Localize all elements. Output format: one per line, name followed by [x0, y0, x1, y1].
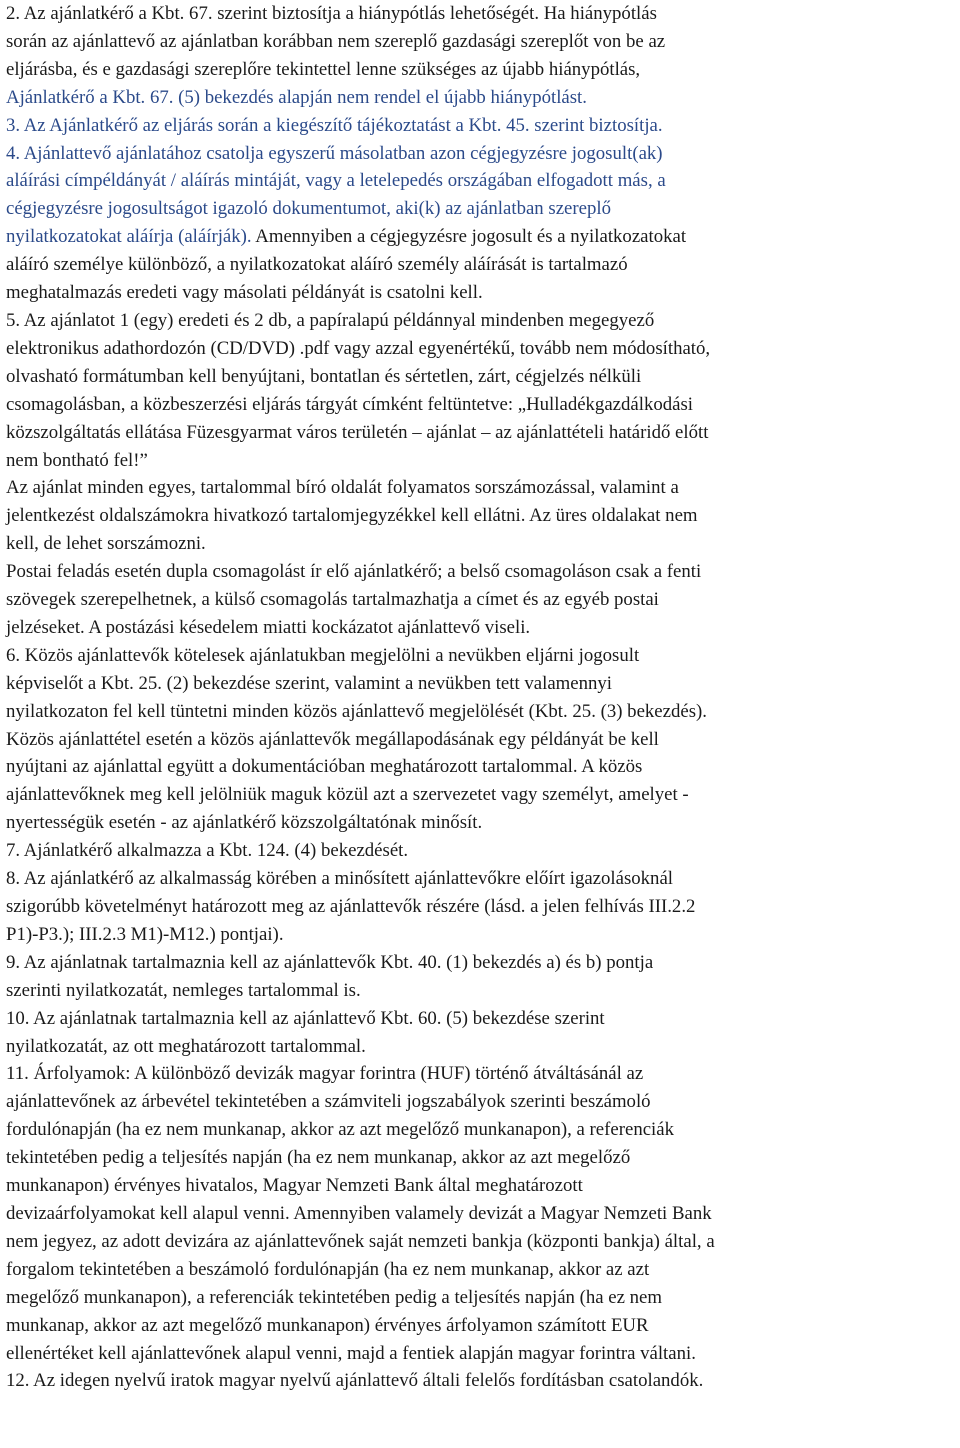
text-segment: jelentkezést oldalszámokra hivatkozó tartalomjegyzékkel kell ellátni. Az üres oldalakat nem — [6, 505, 698, 527]
text-segment: olvasható formátumban kell benyújtani, bontatlan és sértetlen, zárt, cégjelzés nélküli — [6, 365, 642, 387]
text-line — [6, 363, 958, 391]
text-line — [6, 474, 958, 502]
text-segment: nyújtani az ajánlattal együtt a dokumentációban meghatározott tartalommal. A közös — [6, 756, 643, 778]
text-segment: aláíró személye különböző, a nyilatkozatokat aláíró személy aláírását is tartalmazó — [6, 254, 628, 276]
text-segment: 7. Ajánlatkérő alkalmazza a Kbt. 124. (4) bekezdését. — [6, 840, 409, 862]
text-line — [6, 586, 958, 614]
text-line — [6, 614, 958, 642]
text-segment: 8. Az ajánlatkérő az alkalmasság körében a minősített ajánlattevőkre előírt igazolásoknál — [6, 868, 673, 890]
text-segment: 11. Árfolyamok: A különböző devizák magyar forintra (HUF) történő átváltásánál az — [6, 1063, 644, 1085]
text-line — [6, 1144, 958, 1172]
text-segment: szigorúbb követelményt határozott meg az ajánlattevők részére (lásd. a jelen felhívás III.2.2 — [6, 896, 696, 917]
text-line — [6, 1284, 958, 1312]
text-segment: forgalom tekintetében a beszámoló fordulónapján (ha ez nem munkanap, akkor az azt — [6, 1258, 650, 1280]
text-segment: nem jegyez, az adott devizára az ajánlattevőnek saját nemzeti bankja (központi bankja) által, a — [6, 1230, 715, 1252]
text-line — [6, 251, 958, 279]
text-line — [6, 558, 958, 586]
text-line — [6, 447, 958, 475]
text-segment: kell, de lehet sorszámozni. — [6, 533, 206, 555]
text-line — [6, 335, 958, 363]
text-segment: ellenértéket kell ajánlattevőnek alapul venni, majd a fentiek alapján magyar forintra váltani. — [6, 1342, 696, 1364]
text-segment: 6. Közös ajánlattevők kötelesek ajánlatukban megjelölni a nevükben eljárni jogosult — [6, 644, 640, 666]
text-line — [6, 167, 958, 195]
text-line — [6, 781, 958, 809]
text-line — [6, 1367, 958, 1395]
text-segment: 12. Az idegen nyelvű iratok magyar nyelvű ajánlattevő általi felelős fordításban csatolandók. — [6, 1370, 704, 1392]
text-segment: ajánlattevőnek az árbevétel tekintetében a számviteli jogszabályok szerinti beszámoló — [6, 1091, 651, 1113]
text-line — [6, 1256, 958, 1284]
text-segment: elektronikus adathordozón (CD/DVD) — [6, 337, 300, 359]
text-line — [6, 949, 958, 977]
text-line — [6, 642, 958, 670]
text-segment: eljárásba, és e gazdasági szereplőre tekintettel lenne szükséges az újabb hiánypótlás, — [6, 58, 641, 80]
text-segment: Amennyiben a cégjegyzésre jogosult és a nyilatkozatokat — [255, 226, 687, 248]
text-line — [6, 0, 958, 28]
text-line — [6, 279, 958, 307]
highlighted-text-segment: aláírási címpéldányát / aláírás mintáját, vagy a letelepedés országában elfogadott más, a — [6, 170, 666, 192]
text-segment: .pdf vagy azzal egyenértékű, tovább nem módosítható, — [299, 337, 711, 359]
text-line — [6, 223, 958, 251]
text-segment: munkanap, akkor az azt megelőző munkanapon) érvényes árfolyamon számított EUR — [6, 1314, 649, 1336]
text-line — [6, 726, 958, 754]
text-segment: 2. Az ajánlatkérő a Kbt. 67. szerint biztosítja a hiánypótlás lehetőségét. Ha hiánypótlás — [6, 3, 657, 24]
text-line — [6, 1172, 958, 1200]
text-segment: nem bontható fel!” — [6, 449, 148, 471]
text-line — [6, 893, 958, 921]
text-line — [6, 837, 958, 865]
text-segment: 5. Az ajánlatot 1 (egy) eredeti és 2 db, a papíralapú példánnyal mindenben megegyező — [6, 309, 655, 331]
text-line — [6, 921, 958, 949]
text-segment: nyilatkozatát, az ott meghatározott tartalommal. — [6, 1035, 366, 1057]
highlighted-text-segment: 3. Az Ajánlatkérő az eljárás során a kiegészítő tájékoztatást a Kbt. 45. szerint biztosítja. — [6, 114, 663, 136]
text-line — [6, 419, 958, 447]
text-line — [6, 1033, 958, 1061]
highlighted-text-segment: 4. Ajánlattevő ajánlatához csatolja egyszerű másolatban azon cégjegyzésre jogosult(ak) — [6, 142, 663, 164]
text-line — [6, 670, 958, 698]
text-line — [6, 502, 958, 530]
text-segment: Az ajánlat minden egyes, tartalommal bíró oldalát folyamatos sorszámozással, valamint a — [6, 477, 679, 499]
highlighted-text-segment: Ajánlatkérő a Kbt. 67. (5) bekezdés alapján nem rendel el újabb hiánypótlást. — [6, 86, 587, 108]
text-line — [6, 56, 958, 84]
text-segment: ajánlattevőknek meg kell jelölniük maguk közül azt a szervezetet vagy személyt, amelyet - — [6, 784, 689, 806]
text-segment: nyertességük esetén - az ajánlatkérő közszolgáltatónak minősít. — [6, 812, 483, 834]
document-body — [6, 0, 958, 1395]
text-segment: szerinti nyilatkozatát, nemleges tartalommal is. — [6, 979, 361, 1001]
text-segment: csomagolásban, a közbeszerzési eljárás tárgyát címként feltüntetve: „Hulladékgazdálkodási — [6, 393, 693, 415]
text-segment: P1)-P3.); III.2.3 M1)-M12.) pontjai). — [6, 923, 284, 945]
text-line — [6, 1060, 958, 1088]
text-line — [6, 195, 958, 223]
text-segment: meghatalmazás eredeti vagy másolati példányát is csatolni kell. — [6, 282, 483, 304]
text-line — [6, 112, 958, 140]
text-line — [6, 1005, 958, 1033]
text-segment: Postai feladás esetén dupla csomagolást ír elő ajánlatkérő; a belső csomagoláson csak a fenti — [6, 561, 702, 583]
text-segment: megelőző munkanapon), a referenciák tekintetében pedig a teljesítés napján (ha ez nem — [6, 1286, 663, 1308]
text-segment: devizaárfolyamokat kell alapul venni. Amennyiben valamely devizát a Magyar Nemzeti Bank — [6, 1202, 712, 1224]
text-line — [6, 1200, 958, 1228]
text-segment: fordulónapján (ha ez nem munkanap, akkor az azt megelőző munkanapon), a referenciák — [6, 1119, 674, 1141]
text-segment: során az ajánlattevő az ajánlatban korábban nem szereplő gazdasági szereplőt von be az — [6, 30, 666, 52]
text-line — [6, 1088, 958, 1116]
text-line — [6, 1340, 958, 1368]
text-segment: szövegek szerepelhetnek, a külső csomagolás tartalmazhatja a címet és az egyéb postai — [6, 589, 659, 611]
text-segment: Közös ajánlattétel esetén a közös ajánlattevők megállapodásának egy példányát be kell — [6, 728, 659, 750]
text-segment: tekintetében pedig a teljesítés napján (ha ez nem munkanap, akkor az azt megelőző — [6, 1147, 631, 1169]
text-line — [6, 28, 958, 56]
text-line — [6, 1116, 958, 1144]
text-line — [6, 977, 958, 1005]
text-line — [6, 84, 958, 112]
text-segment: képviselőt a Kbt. 25. (2) bekezdése szerint, valamint a nevükben tett valamennyi — [6, 672, 613, 694]
text-line — [6, 865, 958, 893]
text-line — [6, 1312, 958, 1340]
text-segment: nyilatkozaton fel kell tüntetni minden közös ajánlattevő megjelölését (Kbt. 25. (3) bekezdés). — [6, 700, 707, 722]
text-line — [6, 1228, 958, 1256]
text-line — [6, 530, 958, 558]
text-segment: jelzéseket. A postázási késedelem miatti kockázatot ajánlattevő viseli. — [6, 616, 531, 638]
text-line — [6, 307, 958, 335]
text-segment: 9. Az ajánlatnak tartalmaznia kell az ajánlattevők Kbt. 40. (1) bekezdés a) és b) pontja — [6, 951, 654, 973]
text-segment: közszolgáltatás ellátása Füzesgyarmat város területén – ajánlat – az ajánlattételi határidő előtt — [6, 421, 709, 443]
text-line — [6, 140, 958, 168]
text-segment: munkanapon) érvényes hivatalos, Magyar Nemzeti Bank által meghatározott — [6, 1175, 583, 1197]
highlighted-text-segment: nyilatkozatokat aláírja (aláírják). — [6, 226, 256, 248]
text-line — [6, 809, 958, 837]
text-line — [6, 698, 958, 726]
text-segment: 10. Az ajánlatnak tartalmaznia kell az ajánlattevő Kbt. 60. (5) bekezdése szerint — [6, 1007, 605, 1029]
text-line — [6, 753, 958, 781]
text-line — [6, 391, 958, 419]
highlighted-text-segment: cégjegyzésre jogosultságot igazoló dokumentumot, aki(k) az ajánlatban szereplő — [6, 198, 611, 220]
